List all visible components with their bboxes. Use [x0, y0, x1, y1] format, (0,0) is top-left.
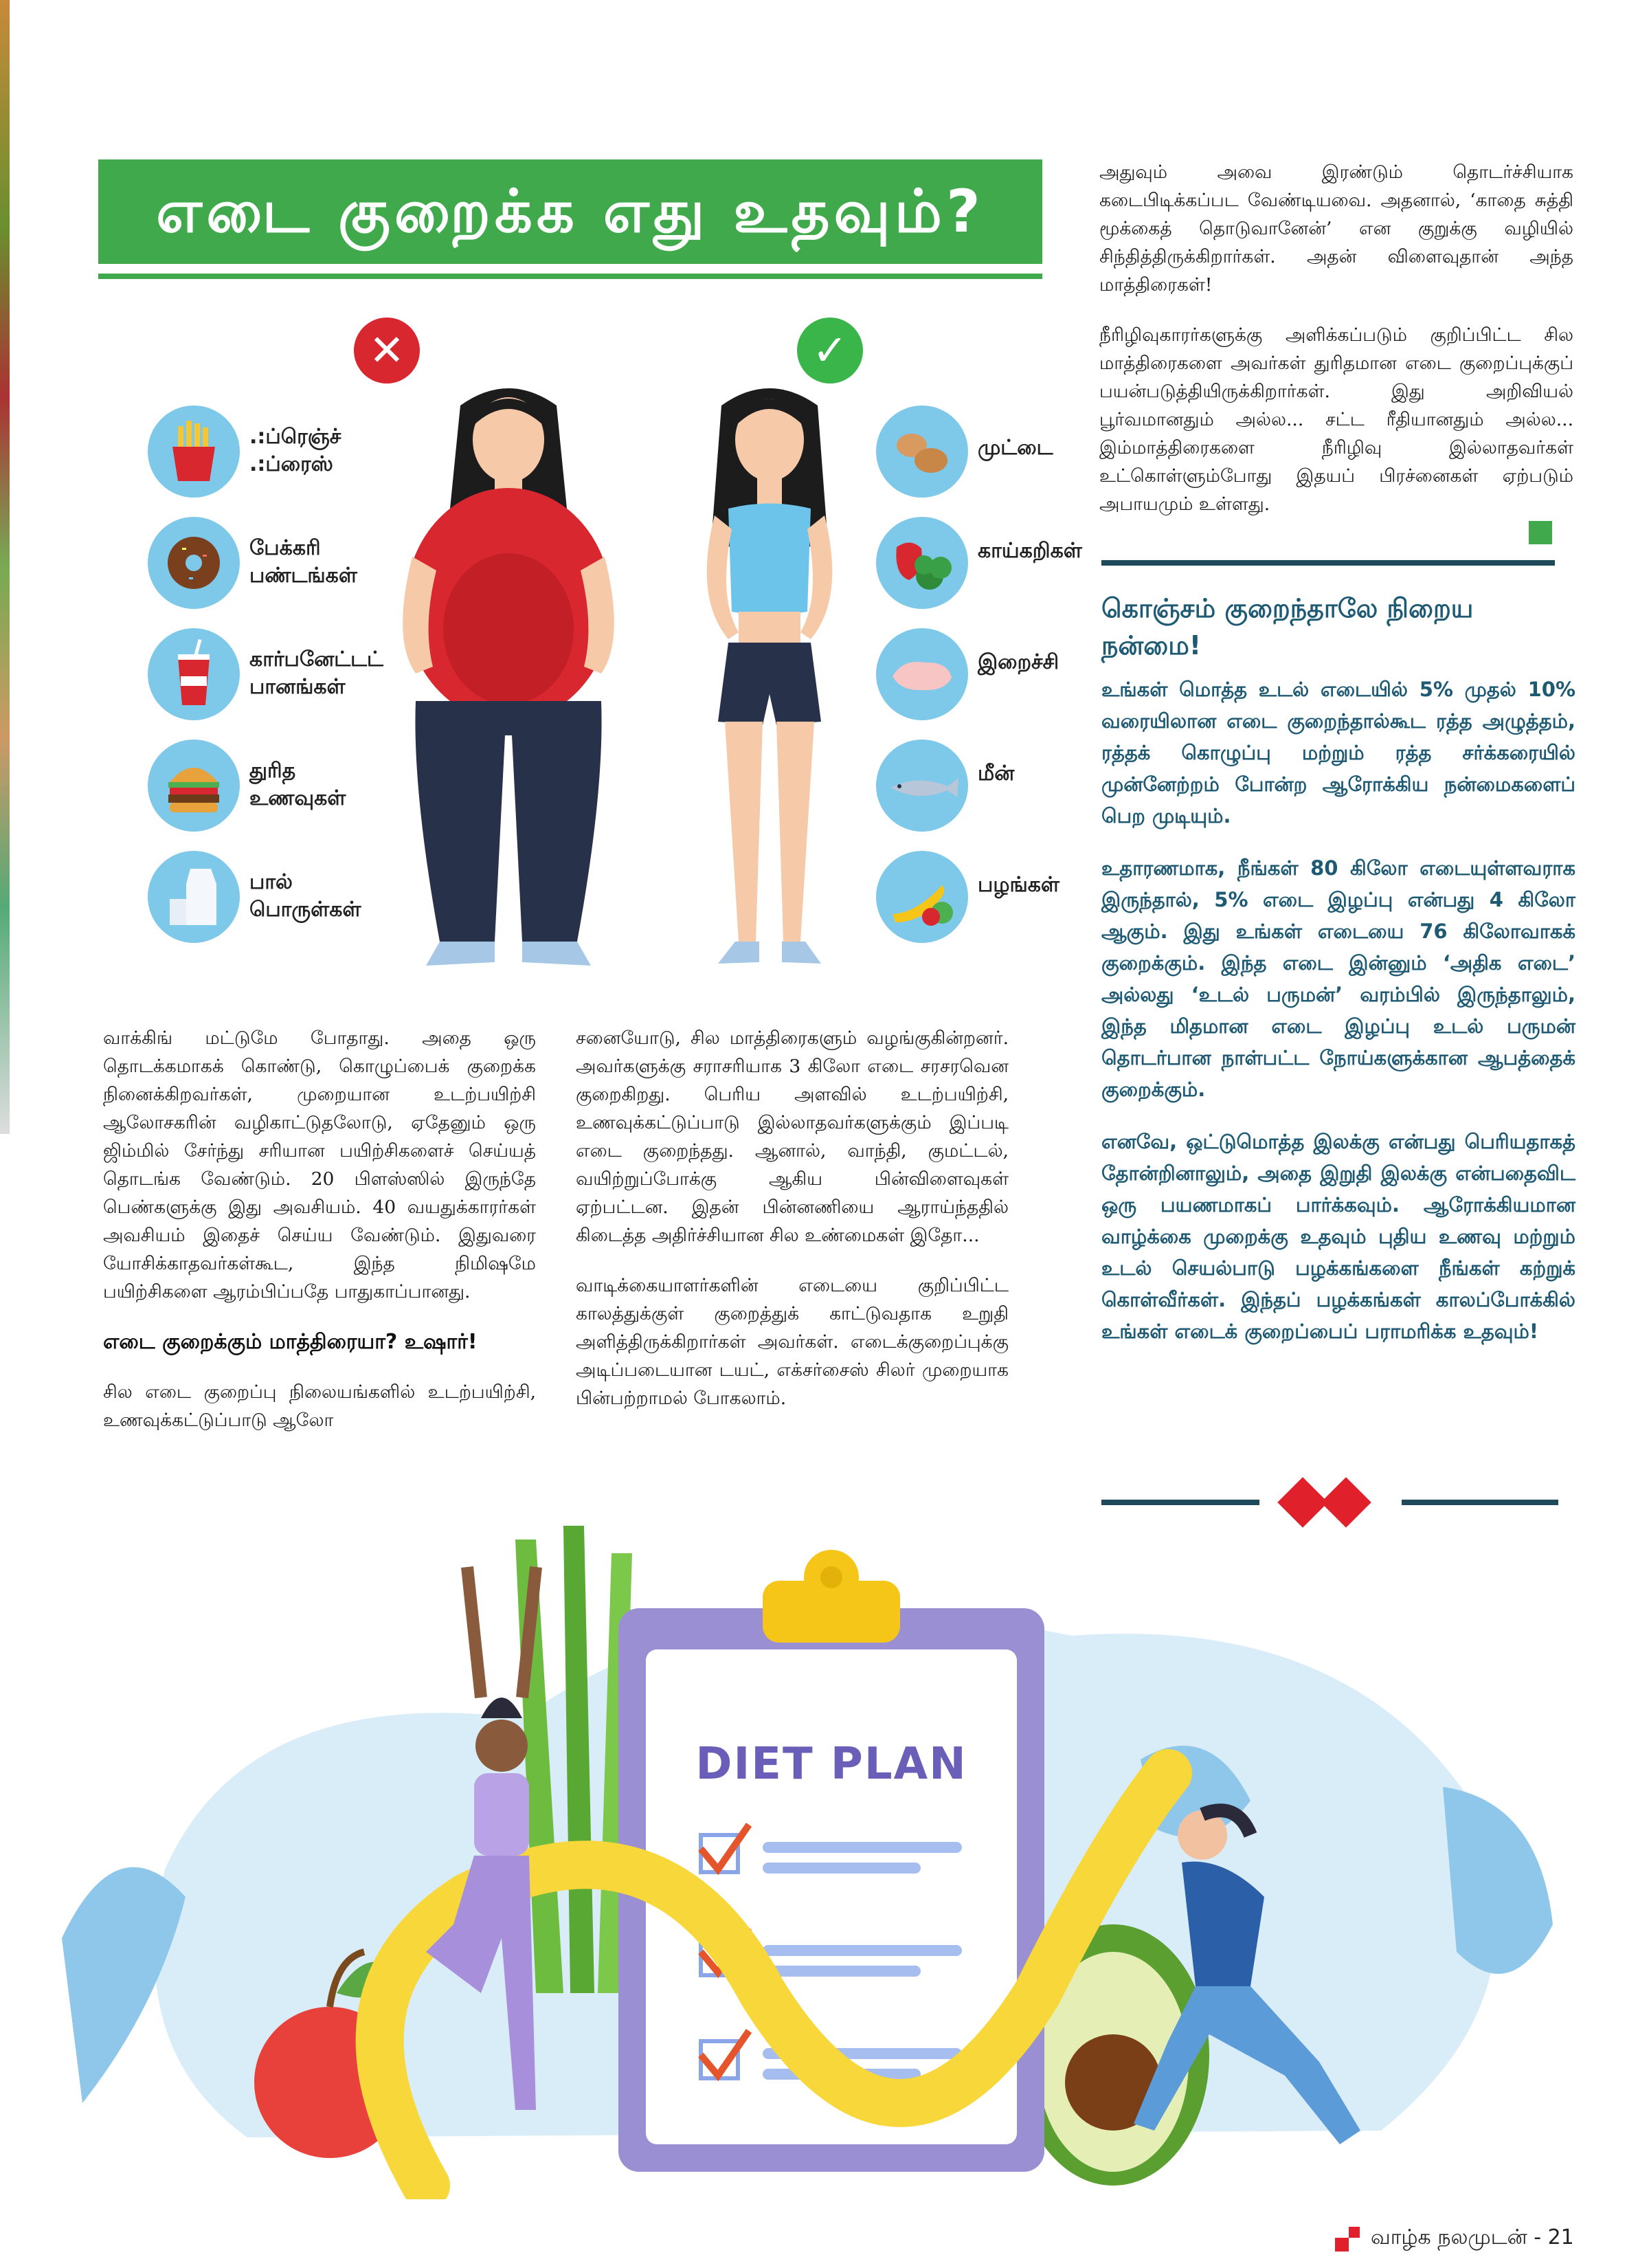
food-label: கார்பனேட்டட் பானங்கள் [249, 647, 383, 699]
paragraph: உங்கள் மொத்த உடல் எடையில் 5% முதல் 10% வரையிலான எடை குறைந்தால்கூட ரத்த அழுத்தம், ரத்தக் கொழுப்பு மற்றும் ரத்த சர்க்கரையில் முன்னேற்றம் போன்ற ஆரோக்கிய நன்மைகளைப் பெற முடியும். [1101, 678, 1575, 827]
title-underline [98, 274, 1042, 279]
soda-icon [148, 628, 240, 720]
sidebar-body [1101, 674, 1575, 1464]
infographic [103, 302, 1082, 990]
paragraph: உதாரணமாக, நீங்கள் 80 கிலோ எடையுள்ளவராக இருந்தால், 5% எடை இழப்பு என்பது 4 கிலோ ஆகும். இது உங்கள் எடையை 76 கிலோவாகக் குறைக்கும். இந்த எடை இன்னும் ‘அதிக எடை’ அல்லது ‘உடல் பருமன்’ வரம்பில் இருந்தாலும், இந்த மிதமான எடை இழப்பு உடல் பருமன் தொடர்பான நாள்பட்ட நோய்களுக்கான ஆபத்தைக் குறைக்கும். [1101, 856, 1575, 1101]
article-column-3 [1099, 158, 1573, 529]
overweight-woman-figure [385, 378, 632, 976]
footer-logo-icon [1335, 2227, 1362, 2254]
good-foods-list [876, 405, 1082, 969]
fish-icon [876, 740, 968, 832]
sidebar-heading: கொஞ்சம் குறைந்தாலே நிறைய நன்மை! [1101, 593, 1474, 660]
fruits-icon [876, 851, 968, 943]
illustration-art [41, 1512, 1608, 2199]
food-label: மீன் [978, 761, 1015, 786]
footer-text [1371, 2225, 1597, 2256]
food-label: பேக்கரி பண்டங்கள் [249, 536, 357, 588]
diet-plan-illustration [41, 1512, 1608, 2199]
ornament-line-right [1402, 1500, 1558, 1505]
magazine-name: வாழ்க நலமுடன் [1371, 2225, 1527, 2249]
food-label: பால் பொருள்கள் [249, 870, 361, 922]
section-divider [1101, 560, 1555, 566]
food-label: .:ப்ரெஞ்ச் .:ப்ரைஸ் [249, 425, 341, 476]
food-label: முட்டை [978, 436, 1053, 460]
milk-icon [148, 851, 240, 943]
title-banner [98, 159, 1042, 264]
article-column-1 [103, 1024, 536, 1505]
cross-icon: ✕ [354, 318, 420, 383]
page-edge-image-strip [0, 0, 10, 1134]
food-label: துரித உணவுகள் [249, 759, 346, 810]
slim-woman-figure [673, 378, 866, 976]
paragraph: சனையோடு, சில மாத்திரைகளும் வழங்குகின்றனர். அவர்களுக்கு சராசரியாக 3 கிலோ எடை சரசரவென குறைகிறது. பெரிய அளவில் உடற்பயிற்சி, உணவுக்கட்டுப்பாடு இல்லாதவர்களுக்கும் இப்படி எடை குறைந்தது. ஆனால், வாந்தி, குமட்டல், வயிற்றுப்போக்கு ஆகிய பின்விளைவுகள் ஏற்பட்டன. இதன் பின்னணியை ஆராய்ந்ததில் கிடைத்த அதிர்ச்சியான சில உண்மைகள் இதோ... [576, 1027, 1009, 1246]
food-label: பழங்கள் [978, 873, 1060, 897]
paragraph: வாக்கிங் மட்டுமே போதாது. அதை ஒரு தொடக்கமாகக் கொண்டு, கொழுப்பைக் குறைக்க நினைக்கிறவர்கள், முறையான உடற்பயிற்சி ஆலோசகரின் வழிகாட்டுதலோடு, ஏதேனும் ஒரு ஜிம்மில் சேர்ந்து சரியான பயிற்சிகளைச் செய்யத் தொடங்க வேண்டும். 20 பிளஸ்ஸில் இருந்தே பெண்களுக்கு இது அவசியம். 40 வயதுக்காரர்கள் அவசியம் இதைச் செய்ய வேண்டும். இதுவரை யோசிக்காதவர்கள்கூட, இந்த நிமிஷமே பயிற்சிகளை ஆரம்பிப்பதே பாதுகாப்பானது. [103, 1027, 536, 1302]
food-label: இறைச்சி [978, 650, 1059, 674]
ornament-line-left [1101, 1500, 1259, 1505]
page-number: - 21 [1534, 2225, 1574, 2249]
donut-icon [148, 517, 240, 609]
check-icon: ✓ [797, 318, 863, 383]
food-label: காய்கறிகள் [978, 539, 1082, 563]
page-title: எடை குறைக்க எது உதவும்? [156, 177, 985, 246]
paragraph: வாடிக்கையாளர்களின் எடையை குறிப்பிட்ட காலத்துக்குள் குறைத்துக் காட்டுவதாக உறுதி அளித்திருக்கிறார்கள் அவர்கள். எடைக்குறைப்புக்கு அடிப்படையான டயட், எக்சர்சைஸ் சிலர் முறையாக பின்பற்றாமல் போகலாம். [576, 1275, 1009, 1409]
paragraph: அதுவும் அவை இரண்டும் தொடர்ச்சியாக கடைபிடிக்கப்பட வேண்டியவை. அதனால், ‘காதை சுத்தி மூக்கைத் தொடுவானேன்’ என குறுக்கு வழியில் சிந்தித்திருக்கிறார்கள். அதன் விளைவுதான் அந்த மாத்திரைகள்! [1099, 162, 1573, 296]
article-column-2 [576, 1024, 1009, 1505]
subheading: எடை குறைக்கும் மாத்திரையா? உஷார்! [103, 1330, 478, 1354]
egg-icon [876, 405, 968, 498]
avoid-foods-list [148, 405, 381, 969]
paragraph: எனவே, ஒட்டுமொத்த இலக்கு என்பது பெரியதாகத் தோன்றினாலும், அதை இறுதி இலக்கு என்பதைவிட ஒரு பயணமாகப் பார்க்கவும். ஆரோக்கியமான வாழ்க்கை முறைக்கு உதவும் புதிய உணவு மற்றும் உடல் செயல்பாடு பழக்கங்களை நீங்கள் கற்றுக் கொள்வீர்கள். இந்தப் பழக்கங்கள் காலப்போக்கில் உங்கள் எடைக் குறைப்பைப் பராமரிக்க உதவும்! [1101, 1130, 1575, 1343]
paragraph: சில எடை குறைப்பு நிலையங்களில் உடற்பயிற்சி, உணவுக்கட்டுப்பாடு ஆலோ [103, 1381, 536, 1431]
vegetables-icon [876, 517, 968, 609]
burger-icon [148, 740, 240, 832]
fries-icon [148, 405, 240, 498]
clipboard-title: DIET PLAN [695, 1739, 967, 1790]
paragraph: நீரிழிவுகாரர்களுக்கு அளிக்கப்படும் குறிப்பிட்ட சில மாத்திரைகளை அவர்கள் துரிதமான எடை குறைப்புக்குப் பயன்படுத்தியிருக்கிறார்கள். இது அறிவியல் பூர்வமானதும் அல்ல... சட்ட ரீதியானதும் அல்ல... இம்மாத்திரைகளை நீரிழிவு இல்லாதவர்கள் உட்கொள்ளும்போது இதயப் பிரச்னைகள் ஏற்படும் அபாயமும் உள்ளது. [1099, 324, 1573, 515]
end-mark-square [1529, 521, 1552, 544]
meat-icon [876, 628, 968, 720]
